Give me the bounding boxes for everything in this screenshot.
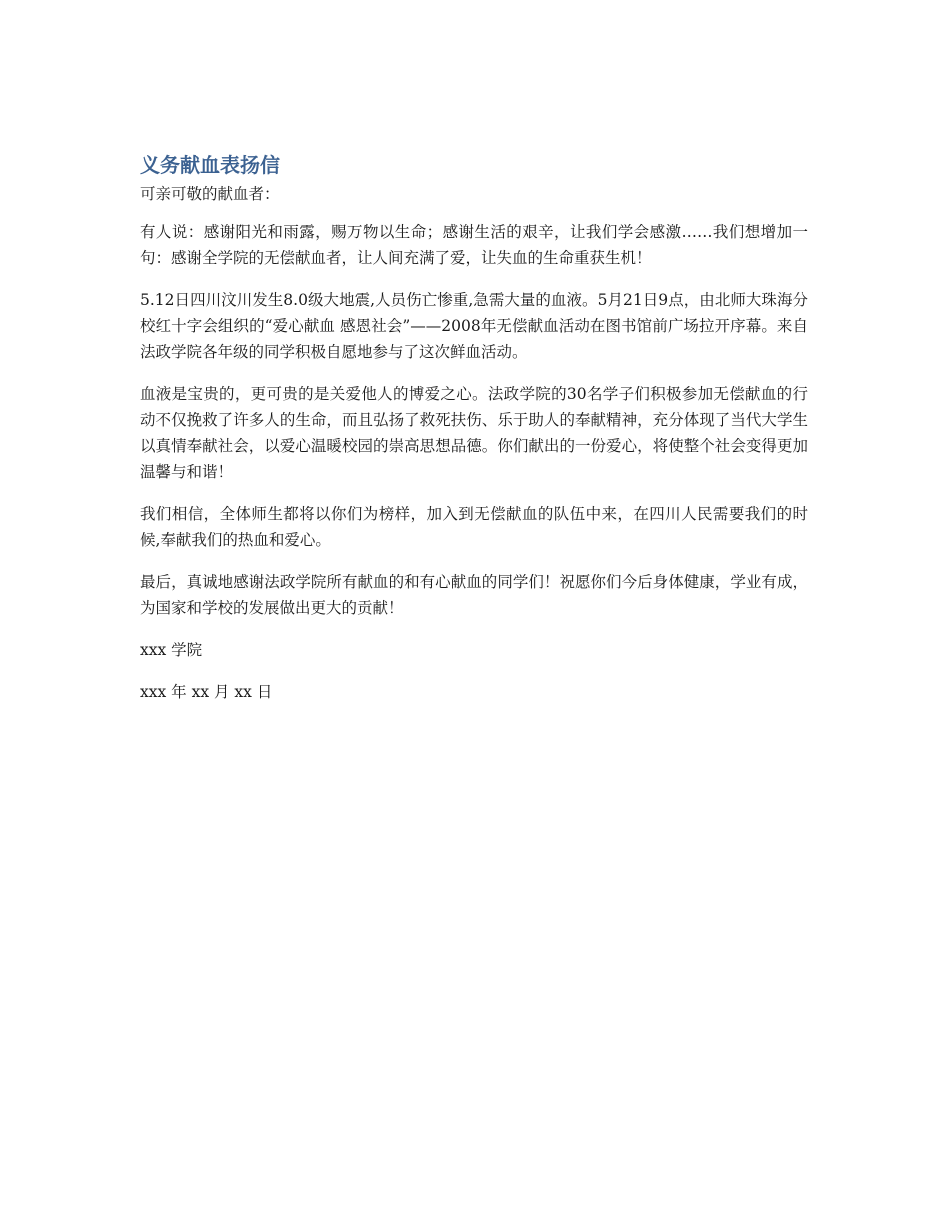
paragraph-5: 最后，真诚地感谢法政学院所有献血的和有心献血的同学们！祝愿你们今后身体健康，学业有成，为国家和学校的发展做出更大的贡献！ xyxy=(140,573,808,617)
salutation: 可亲可敬的献血者： xyxy=(140,185,280,203)
paragraph-2: 5.12日四川汶川发生8.0级大地震,人员伤亡惨重,急需大量的血液。5月21日9点，由北师大珠海分校红十字会组织的“爱心献血 感恩社会”——2008年无偿献血活动在图书馆前广场拉开序幕。来自法政学院各年级的同学积极自愿地参与了这次鲜血活动。 xyxy=(140,291,808,361)
signature-organization: xxx 学院 xyxy=(140,641,203,659)
signature-date: xxx 年 xx 月 xx 日 xyxy=(140,683,273,701)
letter-page xyxy=(140,150,808,721)
letter-title: 义务献血表扬信 xyxy=(140,153,280,177)
paragraph-1: 有人说：感谢阳光和雨露，赐万物以生命；感谢生活的艰辛，让我们学会感激……我们想增加一句：感谢全学院的无偿献血者，让人间充满了爱，让失血的生命重获生机！ xyxy=(140,223,808,267)
paragraph-4: 我们相信，全体师生都将以你们为榜样，加入到无偿献血的队伍中来，在四川人民需要我们的时候,奉献我们的热血和爱心。 xyxy=(140,505,808,549)
paragraph-3: 血液是宝贵的，更可贵的是关爱他人的博爱之心。法政学院的30名学子们积极参加无偿献血的行动不仅挽救了许多人的生命，而且弘扬了救死扶伤、乐于助人的奉献精神，充分体现了当代大学生以真情奉献社会，以爱心温暖校园的崇高思想品德。你们献出的一份爱心，将使整个社会变得更加温馨与和谐！ xyxy=(140,385,808,481)
